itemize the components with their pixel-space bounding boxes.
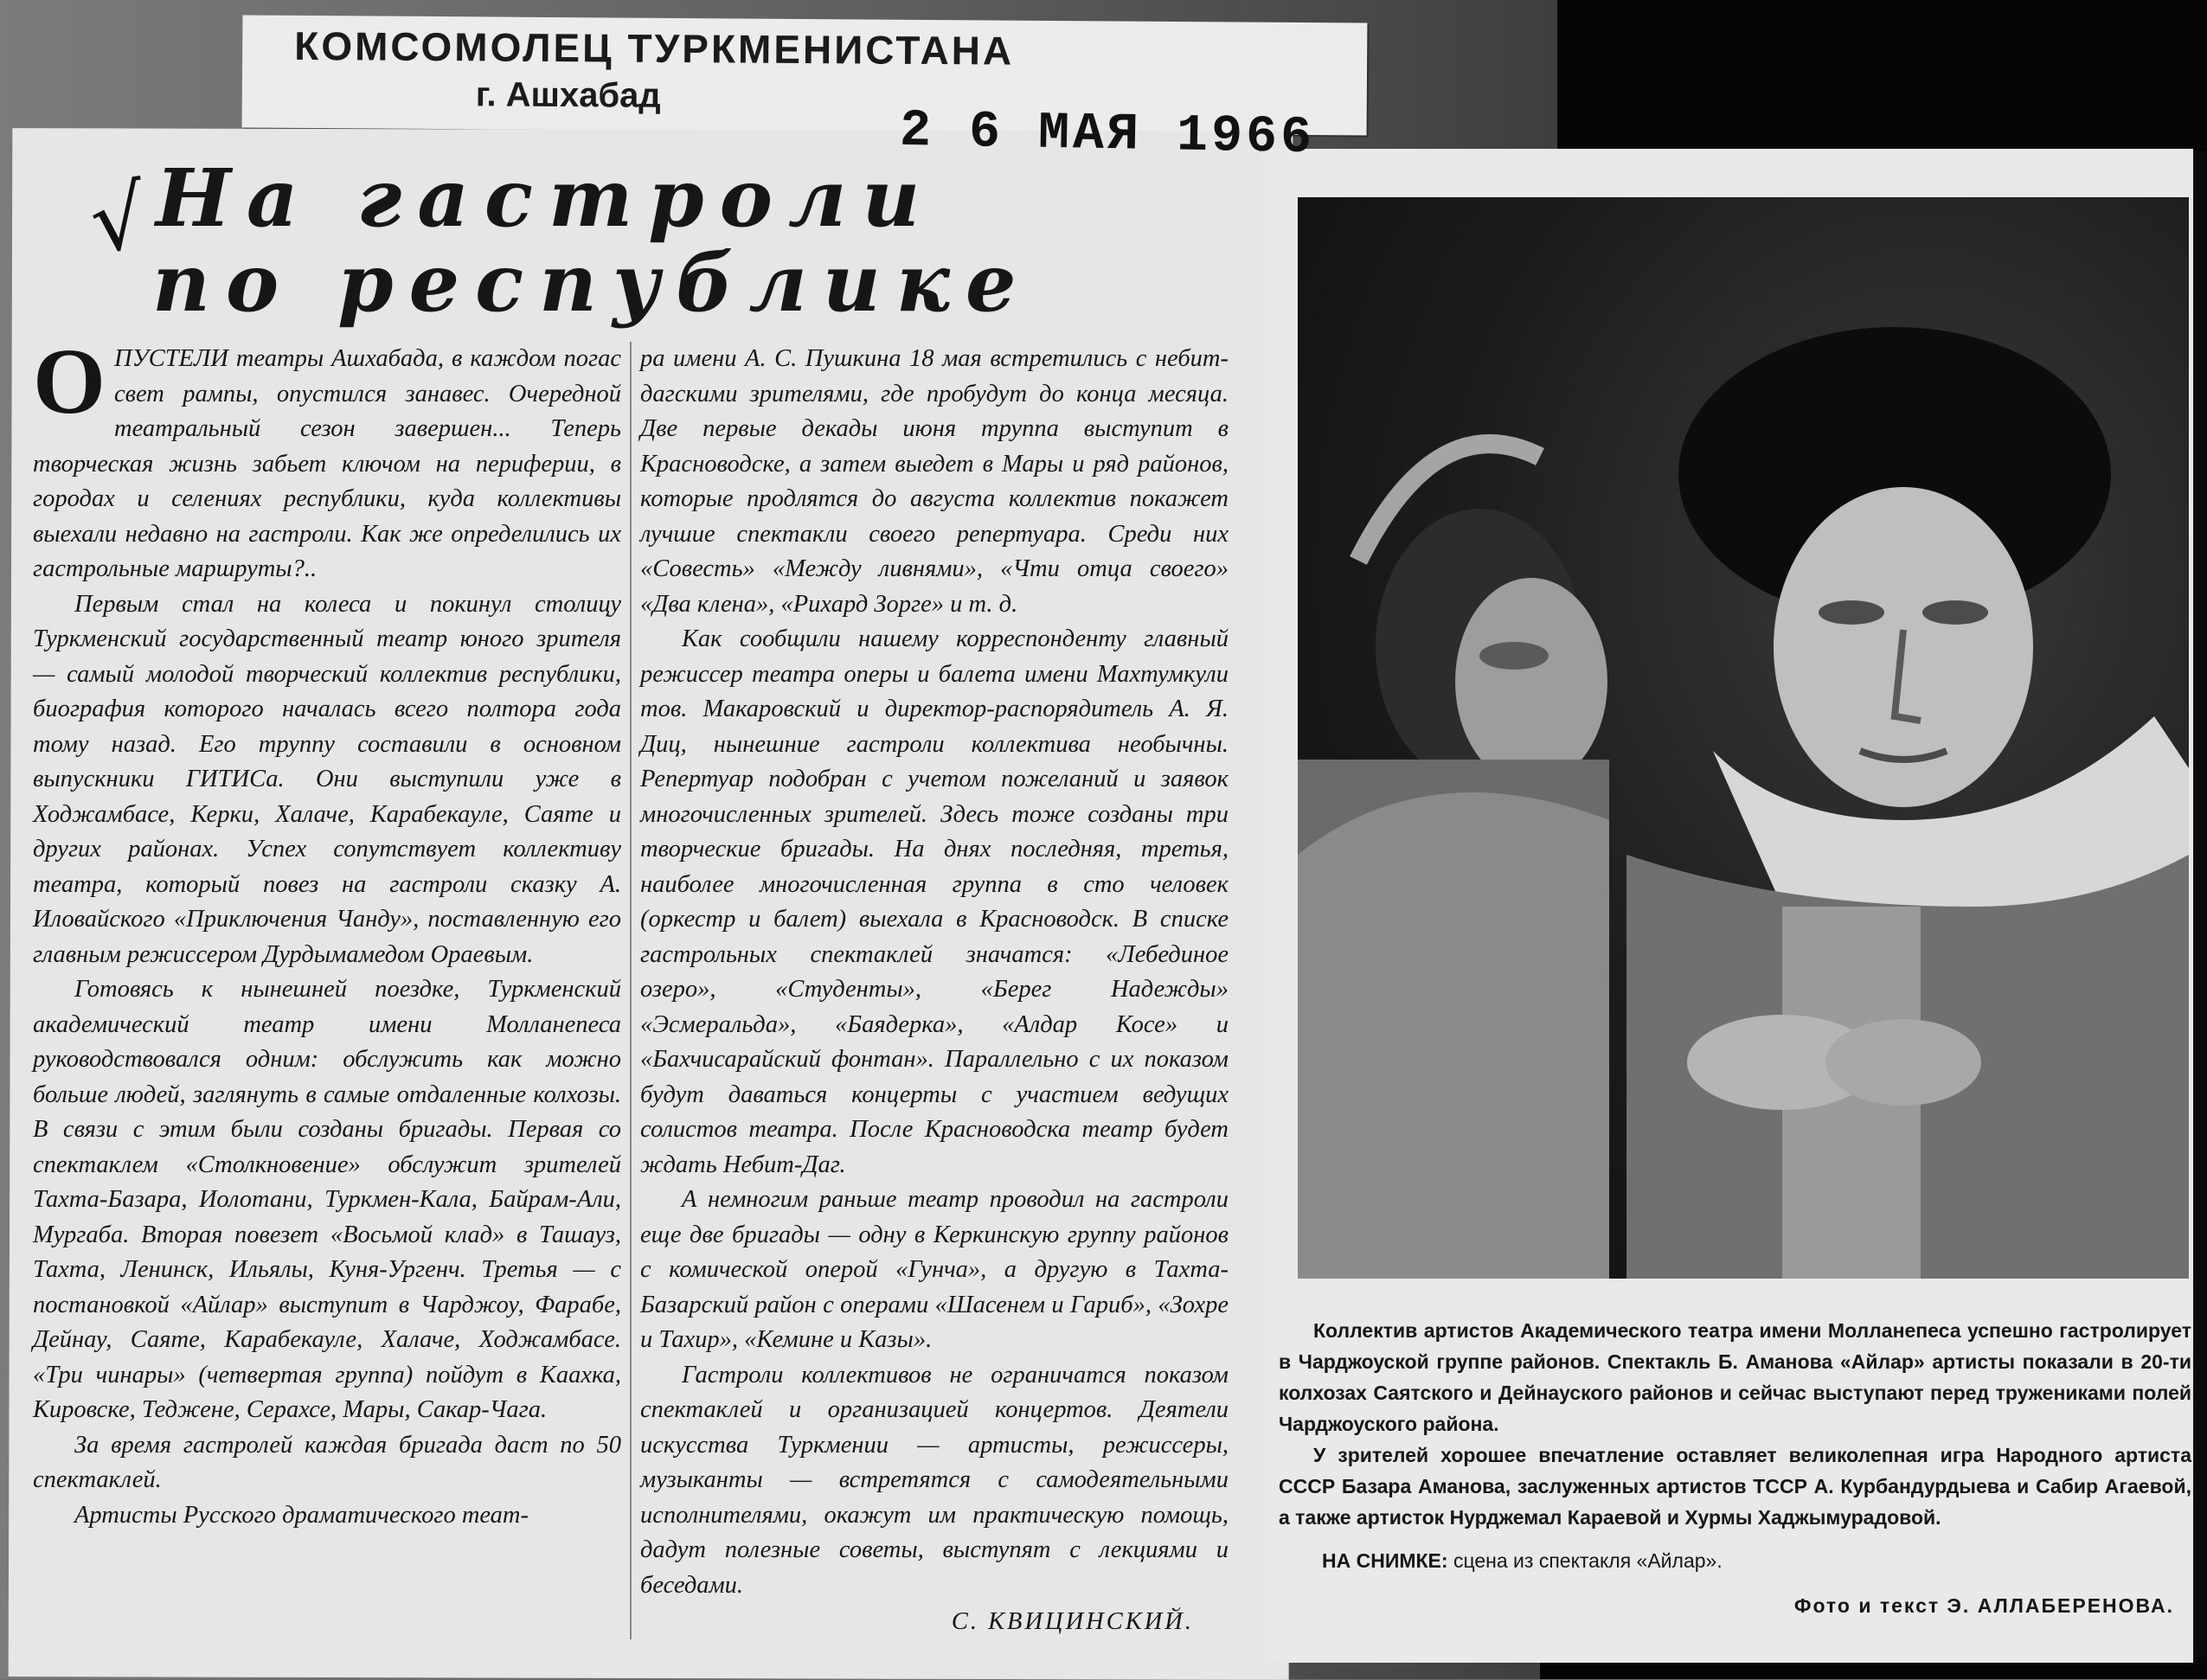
article-paragraph: Первым стал на колеса и покинул столицу Туркменский государственный театр юного зрителя — самый молодой творческий коллектив республики, биография которого началась всего полтора года тому назад. Его труппу составили в основном выпускники ГИТИСа. Они выступили уже в Ходжамбасе, Керки, Халаче, Карабекауле, Саяте и других районах. Успех сопутствует коллективу театра, который повез на гастроли сказку А. Иловайского «Приключения Чанду», поставленную его главным режиссером Дурдымамедом Ораевым.: [33, 590, 621, 968]
article-column-1: [33, 330, 621, 1533]
photo-caption: [1279, 1315, 2191, 1621]
photo-credit: Фото и текст Э. АЛЛАБЕРЕНОВА.: [1793, 1594, 2174, 1617]
caption-on-photo-text: сцена из спектакля «Айлар».: [1447, 1549, 1723, 1572]
article-paragraph: ра имени А. С. Пушкина 18 мая встретились с небит-дагскими зрителями, где пробудут до конца месяца. Две первые декады июня труппа выступит в Красноводске, а затем выедет в Мары и ряд районов, которые продлятся до августа коллектив покажет лучшие спектакли своего репертуара. Среди них «Совесть» «Между ливнями», «Чти отца своего» «Два клена», «Рихард Зорге» и т. д.: [640, 345, 1229, 618]
newspaper-city: г. Ашхабад: [475, 75, 661, 115]
handwritten-check-mark: √: [84, 165, 153, 273]
article-paragraph: А немногим раньше театр проводил на гастроли еще две бригады — одну в Керкинскую группу районов с комической оперой «Гунча», а другую в Тахта-Базарский район с операми «Шасенем и Гариб», «Зохре и Тахир», «Кемине и Казы».: [640, 1186, 1229, 1353]
scene-photo: [1298, 197, 2189, 1279]
newspaper-name: КОМСОМОЛЕЦ ТУРКМЕНИСТАНА: [294, 22, 1015, 74]
scan-dark-margin: [1557, 0, 2207, 151]
article-headline: [152, 151, 1194, 330]
article-paragraph: Готовясь к нынешней поездке, Туркменский академический театр имени Молланепеса руководствовался одним: обслужить как можно больше людей, заглянуть в самые отдаленные колхозы. В связи с этим были созданы бригады. Первая со спектаклем «Столкновение» обслужит зрителей Тахта-Базара, Иолотани, Туркмен-Кала, Байрам-Али, Мургаба. Вторая повезет «Восьмой клад» в Ташауз, Тахта, Ленинск, Ильялы, Куня-Ургенч. Третья — с постановкой «Айлар» выступит в Чарджоу, Фарабе, Дейнау, Саяте, Карабекауле, Халаче, Ходжамбасе. «Три чинары» (четвертая группа) пойдут в Каахка, Кировске, Теджене, Серахсе, Мары, Сакар-Чага.: [33, 976, 621, 1423]
article-paragraph: Как сообщили нашему корреспонденту главный режиссер театра оперы и балета имени Махтумкули тов. Макаровский и директор-распорядитель А. Я. Диц, нынешние гастроли коллектива необычны. Репертуар подобран с учетом пожеланий и заявок многочисленных зрителей. Здесь тоже созданы три творческие бригады. На днях последняя, третья, наиболее многочисленная группа в сто человек (оркестр и балет) выехала в Красноводск. В списке гастрольных спектаклей значатся: «Лебединое озеро», «Студенты», «Берег Надежды» «Эсмеральда», «Баядерка», «Алдар Косе» и «Бахчисарайский фонтан». Параллельно с их показом будут даваться концерты с участием ведущих солистов театра. После Красноводска театр будет ждать Небит-Даг.: [640, 625, 1229, 1178]
caption-paragraph: У зрителей хорошее впечатление оставляет великолепная игра Народного артиста СССР Базара Аманова, заслуженных артистов ТССР А. Курбандурдыева и Сабир Агаевой, а также артисток Нурджемал Караевой и Хурмы Хаджымурадовой.: [1279, 1444, 2191, 1529]
caption-paragraph: Коллектив артистов Академического театра имени Молланепеса успешно гастролирует в Чарджоуской группе районов. Спектакль Б. Аманова «Айлар» артисты показали в 20-ти колхозах Саятского и Дейнауского районов и сейчас выступают перед тружениками полей Чарджоуского района.: [1279, 1319, 2191, 1435]
article-paragraph: Гастроли коллективов не ограничатся показом спектаклей и организацией концертов. Деятели искусства Туркмении — артисты, режиссеры, музыканты — встретятся с самодеятельными исполнителями, окажут им практическую помощь, дадут полезные советы, выступят с лекциями и беседами.: [640, 1361, 1229, 1599]
article-paragraph: Артисты Русского драматического теат-: [74, 1501, 529, 1529]
caption-on-photo-label: НА СНИМКЕ:: [1322, 1549, 1448, 1572]
drop-cap: О: [33, 330, 106, 433]
caption-on-photo: [1279, 1545, 2191, 1576]
article-paragraph: За время гастролей каждая бригада даст по 50 спектаклей.: [33, 1431, 621, 1493]
headline-line-2: по республике: [152, 236, 1032, 330]
column-divider: [630, 342, 632, 1639]
scene-photo-illustration: [1298, 197, 2189, 1279]
article-column-2: [640, 342, 1229, 1640]
headline-line-1: На гастроли: [156, 151, 936, 245]
date-stamp: 2 6 МАЯ 1966: [899, 101, 1316, 169]
article-paragraph: ОПУСТЕЛИ театры Ашхабада, в каждом погас свет рампы, опустился занавес. Очередной театральный сезон завершен... Теперь творческая жизнь забьет ключом на периферии, в городах и селениях республики, куда коллективы выехали недавно на гастроли. Как же определились их гастрольные маршруты?..: [33, 330, 621, 582]
article-signature: С. КВИЦИНСКИЙ.: [951, 1608, 1194, 1635]
